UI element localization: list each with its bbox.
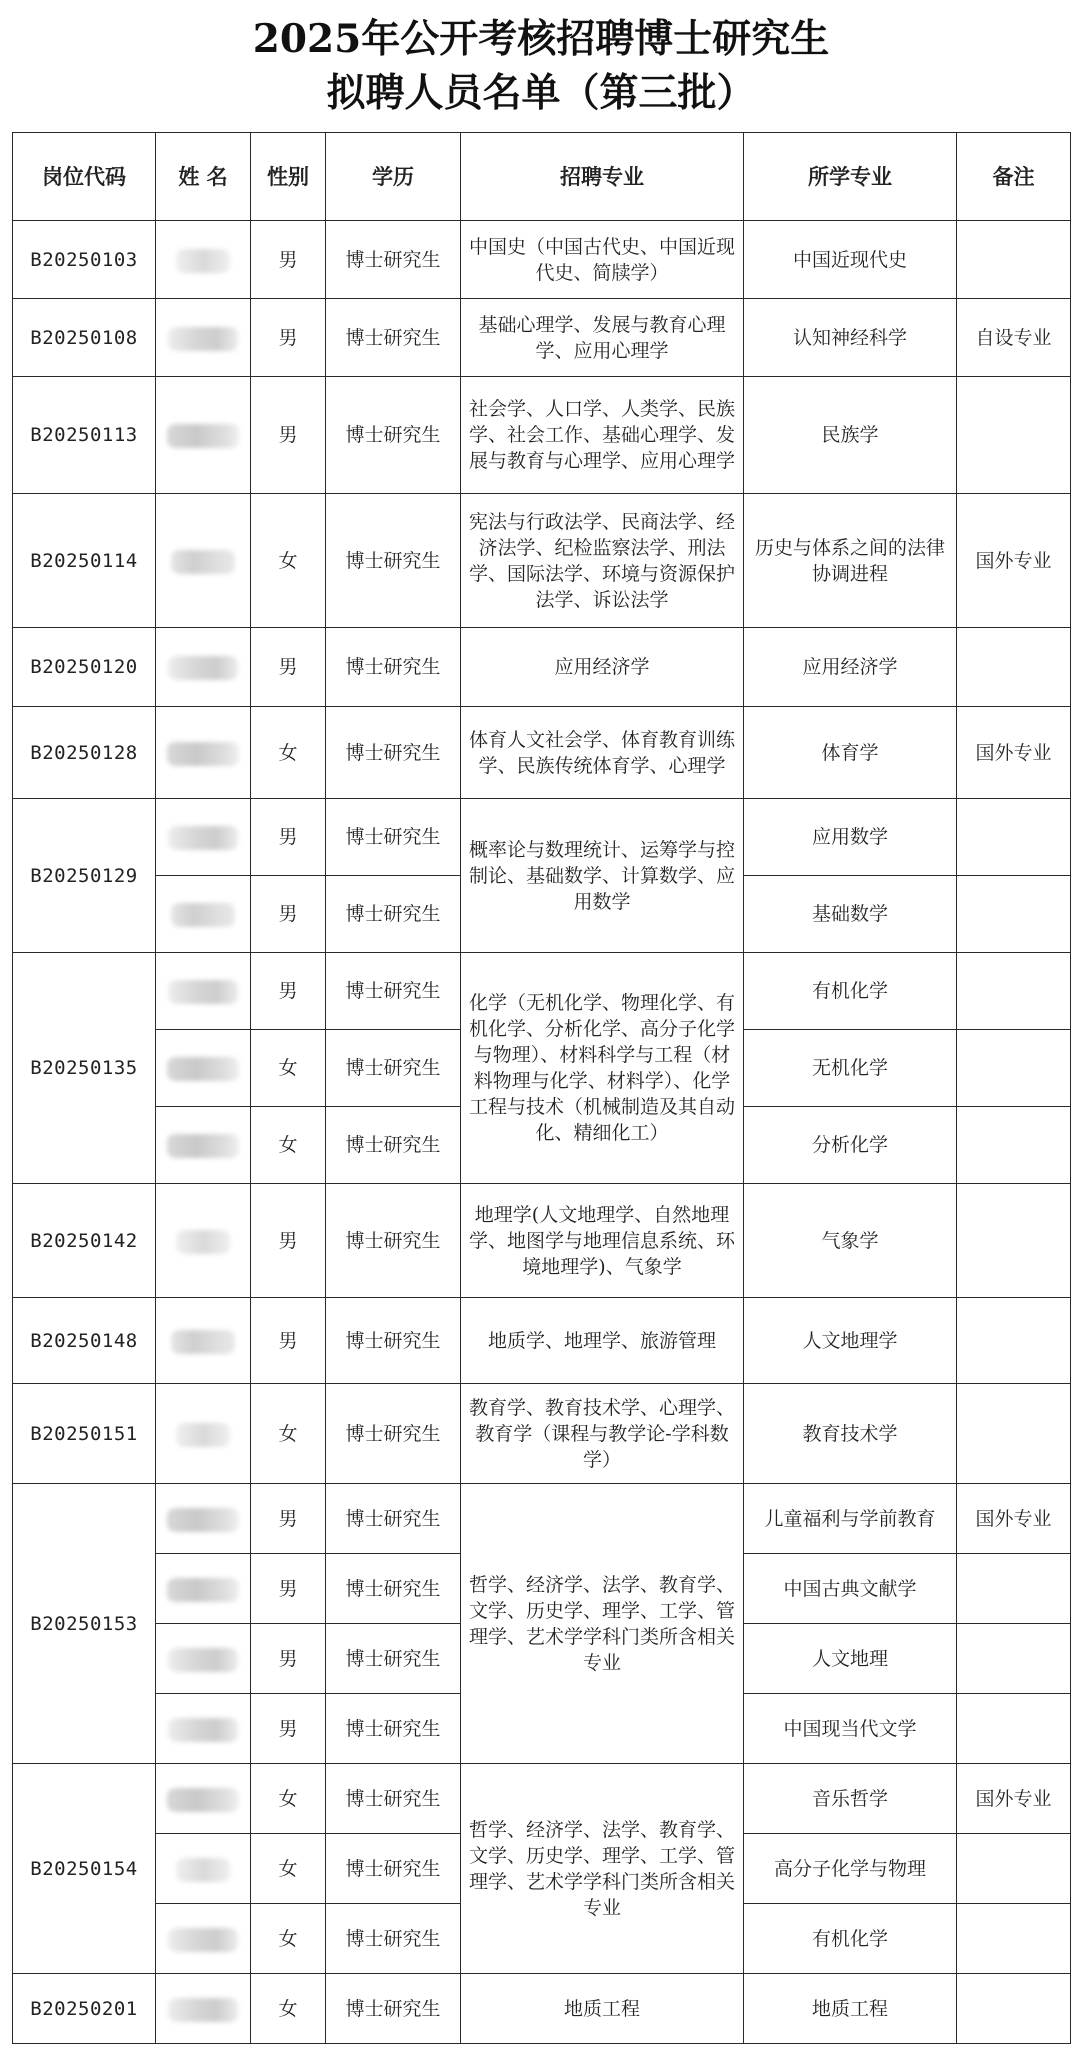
remark-cell bbox=[957, 1184, 1071, 1298]
education-cell: 博士研究生 bbox=[326, 494, 461, 628]
name-redacted bbox=[156, 1694, 251, 1764]
header-code: 岗位代码 bbox=[13, 133, 156, 221]
position-code: B20250114 bbox=[13, 494, 156, 628]
redaction-blur bbox=[167, 1578, 239, 1602]
header-name: 姓 名 bbox=[156, 133, 251, 221]
gender-cell: 女 bbox=[251, 1904, 326, 1974]
gender-cell: 女 bbox=[251, 1107, 326, 1184]
gender-cell: 女 bbox=[251, 1834, 326, 1904]
education-cell: 博士研究生 bbox=[326, 628, 461, 707]
name-redacted bbox=[156, 1384, 251, 1484]
name-redacted bbox=[156, 494, 251, 628]
gender-cell: 女 bbox=[251, 1764, 326, 1834]
recruit-major-cell: 宪法与行政法学、民商法学、经济法学、纪检监察法学、刑法学、国际法学、环境与资源保护法学、诉讼法学 bbox=[461, 494, 744, 628]
redaction-blur bbox=[168, 656, 238, 680]
studied-major-cell: 儿童福利与学前教育 bbox=[744, 1484, 957, 1554]
header-remark: 备注 bbox=[957, 133, 1071, 221]
name-redacted bbox=[156, 377, 251, 494]
redaction-blur bbox=[171, 903, 235, 927]
recruit-major-cell: 哲学、经济学、法学、教育学、文学、历史学、理学、工学、管理学、艺术学学科门类所含相关专业 bbox=[461, 1484, 744, 1764]
remark-cell bbox=[957, 1030, 1071, 1107]
studied-major-cell: 教育技术学 bbox=[744, 1384, 957, 1484]
education-cell: 博士研究生 bbox=[326, 1484, 461, 1554]
studied-major-cell: 气象学 bbox=[744, 1184, 957, 1298]
table-row bbox=[13, 799, 1071, 876]
recruit-major-cell: 教育学、教育技术学、心理学、教育学（课程与教学论-学科数学） bbox=[461, 1384, 744, 1484]
gender-cell: 女 bbox=[251, 1974, 326, 2044]
gender-cell: 男 bbox=[251, 299, 326, 377]
remark-cell bbox=[957, 1904, 1071, 1974]
education-cell: 博士研究生 bbox=[326, 876, 461, 953]
education-cell: 博士研究生 bbox=[326, 1904, 461, 1974]
redaction-blur bbox=[176, 1858, 230, 1882]
education-cell: 博士研究生 bbox=[326, 1624, 461, 1694]
recruit-major-cell: 地理学(人文地理学、自然地理学、地图学与地理信息系统、环境地理学)、气象学 bbox=[461, 1184, 744, 1298]
education-cell: 博士研究生 bbox=[326, 953, 461, 1030]
recruit-major-cell: 地质工程 bbox=[461, 1974, 744, 2044]
remark-cell bbox=[957, 876, 1071, 953]
remark-cell bbox=[957, 799, 1071, 876]
studied-major-cell: 民族学 bbox=[744, 377, 957, 494]
name-redacted bbox=[156, 1298, 251, 1384]
table-row bbox=[13, 1974, 1071, 2044]
table-row bbox=[13, 1184, 1071, 1298]
redaction-blur bbox=[176, 249, 230, 273]
recruit-major-cell: 地质学、地理学、旅游管理 bbox=[461, 1298, 744, 1384]
position-code: B20250154 bbox=[13, 1764, 156, 1974]
studied-major-cell: 中国现当代文学 bbox=[744, 1694, 957, 1764]
redaction-blur bbox=[167, 1057, 239, 1081]
gender-cell: 女 bbox=[251, 707, 326, 799]
name-redacted bbox=[156, 1107, 251, 1184]
title-line-1: 2025年公开考核招聘博士研究生 bbox=[252, 16, 830, 62]
recruit-major-cell: 概率论与数理统计、运筹学与控制论、基础数学、计算数学、应用数学 bbox=[461, 799, 744, 953]
education-cell: 博士研究生 bbox=[326, 377, 461, 494]
name-redacted bbox=[156, 221, 251, 299]
studied-major-cell: 基础数学 bbox=[744, 876, 957, 953]
position-code: B20250113 bbox=[13, 377, 156, 494]
gender-cell: 男 bbox=[251, 1694, 326, 1764]
recruit-major-cell: 中国史（中国古代史、中国近现代史、简牍学） bbox=[461, 221, 744, 299]
table-row bbox=[13, 1384, 1071, 1484]
studied-major-cell: 认知神经科学 bbox=[744, 299, 957, 377]
studied-major-cell: 地质工程 bbox=[744, 1974, 957, 2044]
remark-cell bbox=[957, 628, 1071, 707]
education-cell: 博士研究生 bbox=[326, 1554, 461, 1624]
table-row bbox=[13, 1298, 1071, 1384]
position-code: B20250142 bbox=[13, 1184, 156, 1298]
redaction-blur bbox=[167, 1134, 239, 1158]
remark-cell bbox=[957, 1974, 1071, 2044]
table-row bbox=[13, 377, 1071, 494]
name-redacted bbox=[156, 1764, 251, 1834]
studied-major-cell: 中国近现代史 bbox=[744, 221, 957, 299]
position-code: B20250108 bbox=[13, 299, 156, 377]
gender-cell: 男 bbox=[251, 799, 326, 876]
table-row bbox=[13, 299, 1071, 377]
table-header-row bbox=[13, 133, 1071, 221]
gender-cell: 男 bbox=[251, 876, 326, 953]
name-redacted bbox=[156, 953, 251, 1030]
remark-cell bbox=[957, 953, 1071, 1030]
studied-major-cell: 应用数学 bbox=[744, 799, 957, 876]
position-code: B20250135 bbox=[13, 953, 156, 1184]
education-cell: 博士研究生 bbox=[326, 1834, 461, 1904]
position-code: B20250103 bbox=[13, 221, 156, 299]
redaction-blur bbox=[168, 980, 238, 1004]
gender-cell: 女 bbox=[251, 1384, 326, 1484]
redaction-blur bbox=[168, 826, 238, 850]
remark-cell: 国外专业 bbox=[957, 707, 1071, 799]
redaction-blur bbox=[171, 1330, 235, 1354]
recruit-major-cell: 社会学、人口学、人类学、民族学、社会工作、基础心理学、发展与教育与心理学、应用心理学 bbox=[461, 377, 744, 494]
recruit-major-cell: 基础心理学、发展与教育心理学、应用心理学 bbox=[461, 299, 744, 377]
redaction-blur bbox=[168, 1998, 238, 2022]
redaction-blur bbox=[176, 1423, 230, 1447]
redaction-blur bbox=[168, 1648, 238, 1672]
remark-cell: 国外专业 bbox=[957, 1764, 1071, 1834]
name-redacted bbox=[156, 876, 251, 953]
education-cell: 博士研究生 bbox=[326, 221, 461, 299]
gender-cell: 男 bbox=[251, 377, 326, 494]
position-code: B20250153 bbox=[13, 1484, 156, 1764]
position-code: B20250201 bbox=[13, 1974, 156, 2044]
remark-cell bbox=[957, 1384, 1071, 1484]
studied-major-cell: 分析化学 bbox=[744, 1107, 957, 1184]
table-row bbox=[13, 1484, 1071, 1554]
studied-major-cell: 历史与体系之间的法律协调进程 bbox=[744, 494, 957, 628]
redaction-blur bbox=[176, 1230, 230, 1254]
gender-cell: 男 bbox=[251, 1184, 326, 1298]
redaction-blur bbox=[168, 1718, 238, 1742]
gender-cell: 男 bbox=[251, 953, 326, 1030]
education-cell: 博士研究生 bbox=[326, 299, 461, 377]
position-code: B20250148 bbox=[13, 1298, 156, 1384]
name-redacted bbox=[156, 1834, 251, 1904]
redaction-blur bbox=[171, 550, 235, 574]
header-education: 学历 bbox=[326, 133, 461, 221]
name-redacted bbox=[156, 299, 251, 377]
gender-cell: 男 bbox=[251, 1554, 326, 1624]
studied-major-cell: 应用经济学 bbox=[744, 628, 957, 707]
education-cell: 博士研究生 bbox=[326, 1298, 461, 1384]
education-cell: 博士研究生 bbox=[326, 1764, 461, 1834]
remark-cell bbox=[957, 1834, 1071, 1904]
name-redacted bbox=[156, 799, 251, 876]
education-cell: 博士研究生 bbox=[326, 1184, 461, 1298]
remark-cell bbox=[957, 1694, 1071, 1764]
name-redacted bbox=[156, 1624, 251, 1694]
position-code: B20250120 bbox=[13, 628, 156, 707]
education-cell: 博士研究生 bbox=[326, 799, 461, 876]
name-redacted bbox=[156, 1974, 251, 2044]
gender-cell: 男 bbox=[251, 1484, 326, 1554]
header-studied-major: 所学专业 bbox=[744, 133, 957, 221]
name-redacted bbox=[156, 1184, 251, 1298]
recruit-major-cell: 哲学、经济学、法学、教育学、文学、历史学、理学、工学、管理学、艺术学学科门类所含相关专业 bbox=[461, 1764, 744, 1974]
gender-cell: 男 bbox=[251, 628, 326, 707]
header-gender: 性别 bbox=[251, 133, 326, 221]
redaction-blur bbox=[167, 1788, 239, 1812]
remark-cell: 国外专业 bbox=[957, 1484, 1071, 1554]
redaction-blur bbox=[168, 1928, 238, 1952]
remark-cell: 国外专业 bbox=[957, 494, 1071, 628]
document-page bbox=[12, 0, 1070, 2057]
studied-major-cell: 人文地理 bbox=[744, 1624, 957, 1694]
recruit-major-cell: 化学（无机化学、物理化学、有机化学、分析化学、高分子化学与物理）、材料科学与工程（材料物理与化学、材料学）、化学工程与技术（机械制造及其自动化、精细化工） bbox=[461, 953, 744, 1184]
redaction-blur bbox=[167, 1508, 239, 1532]
education-cell: 博士研究生 bbox=[326, 1107, 461, 1184]
remark-cell bbox=[957, 1107, 1071, 1184]
table-row bbox=[13, 221, 1071, 299]
table-row bbox=[13, 1764, 1071, 1834]
table-row bbox=[13, 494, 1071, 628]
education-cell: 博士研究生 bbox=[326, 1694, 461, 1764]
name-redacted bbox=[156, 707, 251, 799]
title-line-2: 拟聘人员名单（第三批） bbox=[326, 70, 756, 116]
remark-cell bbox=[957, 377, 1071, 494]
remark-cell bbox=[957, 1554, 1071, 1624]
remark-cell: 自设专业 bbox=[957, 299, 1071, 377]
gender-cell: 女 bbox=[251, 1030, 326, 1107]
gender-cell: 男 bbox=[251, 1624, 326, 1694]
remark-cell bbox=[957, 1624, 1071, 1694]
page-title bbox=[12, 12, 1070, 120]
remark-cell bbox=[957, 1298, 1071, 1384]
name-redacted bbox=[156, 1030, 251, 1107]
redaction-blur bbox=[168, 327, 238, 351]
recruit-major-cell: 应用经济学 bbox=[461, 628, 744, 707]
education-cell: 博士研究生 bbox=[326, 1030, 461, 1107]
studied-major-cell: 有机化学 bbox=[744, 953, 957, 1030]
gender-cell: 女 bbox=[251, 494, 326, 628]
remark-cell bbox=[957, 221, 1071, 299]
table-row bbox=[13, 628, 1071, 707]
table-row bbox=[13, 707, 1071, 799]
studied-major-cell: 高分子化学与物理 bbox=[744, 1834, 957, 1904]
gender-cell: 男 bbox=[251, 1298, 326, 1384]
studied-major-cell: 音乐哲学 bbox=[744, 1764, 957, 1834]
name-redacted bbox=[156, 1554, 251, 1624]
name-redacted bbox=[156, 1904, 251, 1974]
position-code: B20250128 bbox=[13, 707, 156, 799]
redaction-blur bbox=[167, 742, 239, 766]
education-cell: 博士研究生 bbox=[326, 707, 461, 799]
education-cell: 博士研究生 bbox=[326, 1384, 461, 1484]
redaction-blur bbox=[167, 424, 239, 448]
studied-major-cell: 体育学 bbox=[744, 707, 957, 799]
studied-major-cell: 中国古典文献学 bbox=[744, 1554, 957, 1624]
header-recruit-major: 招聘专业 bbox=[461, 133, 744, 221]
education-cell: 博士研究生 bbox=[326, 1974, 461, 2044]
name-redacted bbox=[156, 1484, 251, 1554]
position-code: B20250129 bbox=[13, 799, 156, 953]
position-code: B20250151 bbox=[13, 1384, 156, 1484]
studied-major-cell: 无机化学 bbox=[744, 1030, 957, 1107]
gender-cell: 男 bbox=[251, 221, 326, 299]
candidate-table bbox=[12, 132, 1071, 2044]
name-redacted bbox=[156, 628, 251, 707]
recruit-major-cell: 体育人文社会学、体育教育训练学、民族传统体育学、心理学 bbox=[461, 707, 744, 799]
studied-major-cell: 有机化学 bbox=[744, 1904, 957, 1974]
studied-major-cell: 人文地理学 bbox=[744, 1298, 957, 1384]
table-row bbox=[13, 953, 1071, 1030]
